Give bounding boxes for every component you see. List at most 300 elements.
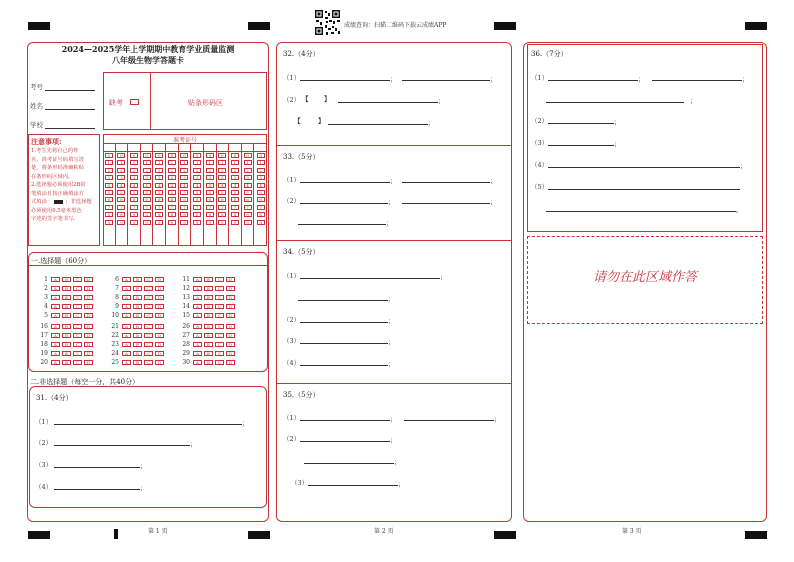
ticket-digit-bubble[interactable]: 9 — [218, 220, 226, 225]
ticket-write-cell[interactable] — [254, 143, 267, 151]
ticket-digit-bubble[interactable]: 1 — [143, 160, 151, 165]
ticket-digit-bubble[interactable]: 7 — [218, 205, 226, 210]
q33-answer1b[interactable] — [402, 182, 490, 183]
q34-answer2[interactable] — [300, 322, 388, 323]
mc-option-bubble[interactable]: A — [122, 360, 131, 365]
mc-option-bubble[interactable]: C — [144, 313, 153, 318]
ticket-digit-bubble[interactable]: 9 — [257, 220, 265, 225]
mc-option-bubble[interactable]: C — [73, 360, 82, 365]
exam-no-field[interactable] — [45, 90, 95, 91]
ticket-digit-bubble[interactable]: 2 — [206, 168, 214, 173]
mc-option-bubble[interactable]: C — [215, 342, 224, 347]
school-field[interactable] — [45, 128, 95, 129]
ticket-digit-bubble[interactable]: 1 — [193, 160, 201, 165]
ticket-digit-bubble[interactable]: 5 — [257, 190, 265, 195]
mc-option-bubble[interactable]: D — [155, 277, 164, 282]
q36-answer1c[interactable] — [546, 102, 684, 103]
mc-option-bubble[interactable]: B — [62, 333, 71, 338]
ticket-digit-bubble[interactable]: 1 — [257, 160, 265, 165]
ticket-digit-bubble[interactable]: 9 — [168, 220, 176, 225]
mc-option-bubble[interactable]: C — [144, 360, 153, 365]
ticket-write-cell[interactable] — [229, 143, 241, 151]
mc-option-bubble[interactable]: C — [144, 333, 153, 338]
ticket-digit-bubble[interactable]: 5 — [180, 190, 188, 195]
mc-option-bubble[interactable]: D — [226, 333, 235, 338]
mc-option-bubble[interactable]: B — [62, 342, 71, 347]
ticket-digit-bubble[interactable]: 5 — [155, 190, 163, 195]
ticket-digit-bubble[interactable]: 5 — [130, 190, 138, 195]
ticket-digit-bubble[interactable]: 5 — [193, 190, 201, 195]
ticket-digit-bubble[interactable]: 0 — [130, 153, 138, 158]
mc-option-bubble[interactable]: D — [155, 304, 164, 309]
ticket-digit-bubble[interactable]: 1 — [218, 160, 226, 165]
mc-option-bubble[interactable]: A — [193, 295, 202, 300]
ticket-digit-bubble[interactable]: 1 — [168, 160, 176, 165]
mc-option-bubble[interactable]: A — [193, 286, 202, 291]
mc-option-bubble[interactable]: B — [133, 351, 142, 356]
mc-option-bubble[interactable]: D — [155, 295, 164, 300]
ticket-digit-bubble[interactable]: 9 — [193, 220, 201, 225]
mc-option-bubble[interactable]: C — [73, 286, 82, 291]
ticket-write-cell[interactable] — [217, 143, 229, 151]
ticket-digit-bubble[interactable]: 7 — [231, 205, 239, 210]
ticket-write-cell[interactable] — [141, 143, 153, 151]
mc-option-bubble[interactable]: D — [84, 324, 93, 329]
ticket-digit-bubble[interactable]: 1 — [206, 160, 214, 165]
mc-option-bubble[interactable]: C — [215, 295, 224, 300]
mc-option-bubble[interactable]: D — [155, 351, 164, 356]
q34-answer3[interactable] — [300, 343, 388, 344]
ticket-digit-bubble[interactable]: 2 — [168, 168, 176, 173]
mc-option-bubble[interactable]: A — [193, 304, 202, 309]
ticket-digit-bubble[interactable]: 2 — [231, 168, 239, 173]
ticket-digit-bubble[interactable]: 3 — [180, 175, 188, 180]
ticket-digit-bubble[interactable]: 7 — [105, 205, 113, 210]
ticket-digit-bubble[interactable]: 4 — [244, 183, 252, 188]
mc-option-bubble[interactable]: B — [204, 313, 213, 318]
mc-option-bubble[interactable]: B — [62, 277, 71, 282]
q35-answer2b[interactable] — [304, 463, 394, 464]
mc-option-bubble[interactable]: B — [62, 286, 71, 291]
mc-option-bubble[interactable]: A — [193, 333, 202, 338]
mc-option-bubble[interactable]: C — [144, 351, 153, 356]
mc-option-bubble[interactable]: B — [204, 351, 213, 356]
ticket-digit-bubble[interactable]: 0 — [117, 153, 125, 158]
name-field[interactable] — [45, 109, 95, 110]
mc-option-bubble[interactable]: B — [204, 360, 213, 365]
mc-option-bubble[interactable]: D — [226, 277, 235, 282]
ticket-digit-bubble[interactable]: 6 — [180, 197, 188, 202]
ticket-digit-bubble[interactable]: 6 — [257, 197, 265, 202]
ticket-digit-bubble[interactable]: 6 — [206, 197, 214, 202]
mc-option-bubble[interactable]: A — [193, 342, 202, 347]
ticket-digit-bubble[interactable]: 0 — [105, 153, 113, 158]
mc-option-bubble[interactable]: B — [62, 324, 71, 329]
ticket-digit-bubble[interactable]: 6 — [218, 197, 226, 202]
ticket-digit-bubble[interactable]: 7 — [193, 205, 201, 210]
ticket-digit-bubble[interactable]: 4 — [155, 183, 163, 188]
ticket-digit-bubble[interactable]: 8 — [117, 212, 125, 217]
mc-option-bubble[interactable]: B — [204, 277, 213, 282]
ticket-digit-bubble[interactable]: 2 — [105, 168, 113, 173]
mc-option-bubble[interactable]: A — [51, 304, 60, 309]
mc-option-bubble[interactable]: A — [51, 286, 60, 291]
q31-answer3[interactable] — [54, 467, 140, 468]
mc-option-bubble[interactable]: B — [62, 304, 71, 309]
mc-option-bubble[interactable]: C — [215, 333, 224, 338]
ticket-digit-bubble[interactable]: 3 — [193, 175, 201, 180]
mc-option-bubble[interactable]: A — [122, 295, 131, 300]
q31-answer1[interactable] — [54, 424, 242, 425]
ticket-digit-bubble[interactable]: 5 — [105, 190, 113, 195]
mc-option-bubble[interactable]: C — [73, 304, 82, 309]
ticket-digit-bubble[interactable]: 8 — [168, 212, 176, 217]
ticket-digit-bubble[interactable]: 2 — [180, 168, 188, 173]
q35-semicolon: ； — [394, 458, 401, 466]
ticket-write-cell[interactable] — [166, 143, 178, 151]
ticket-digit-bubble[interactable]: 3 — [206, 175, 214, 180]
ticket-digit-bubble[interactable]: 7 — [155, 205, 163, 210]
ticket-digit-bubble[interactable]: 3 — [218, 175, 226, 180]
mc-option-bubble[interactable]: B — [62, 360, 71, 365]
ticket-digit-bubble[interactable]: 3 — [143, 175, 151, 180]
ticket-digit-bubble[interactable]: 5 — [143, 190, 151, 195]
mc-option-bubble[interactable]: D — [84, 333, 93, 338]
mc-option-bubble[interactable]: C — [215, 360, 224, 365]
ticket-digit-bubble[interactable]: 9 — [231, 220, 239, 225]
mc-option-bubble[interactable]: A — [51, 277, 60, 282]
ticket-digit-bubble[interactable]: 8 — [231, 212, 239, 217]
q34-answer4[interactable] — [300, 365, 388, 366]
ticket-digit-bubble[interactable]: 4 — [193, 183, 201, 188]
q33-answer2b[interactable] — [402, 203, 490, 204]
ticket-digit-bubble[interactable]: 2 — [244, 168, 252, 173]
q36-answer2[interactable] — [548, 123, 614, 124]
ticket-digit-bubble[interactable]: 1 — [244, 160, 252, 165]
mc-option-bubble[interactable]: B — [204, 295, 213, 300]
mc-option-bubble[interactable]: C — [73, 295, 82, 300]
q36-answer1a[interactable] — [548, 80, 638, 81]
q33-answer1a[interactable] — [300, 182, 390, 183]
mc-option-bubble[interactable]: D — [226, 313, 235, 318]
q33-semicolon: ； — [490, 198, 497, 206]
q36-answer5b[interactable] — [546, 211, 736, 212]
mc-option-bubble[interactable]: B — [133, 313, 142, 318]
ticket-digit-bubble[interactable]: 6 — [105, 197, 113, 202]
mc-option-bubble[interactable]: A — [51, 351, 60, 356]
mc-option-bubble[interactable]: C — [144, 286, 153, 291]
ticket-digit-bubble[interactable]: 9 — [206, 220, 214, 225]
mc-option-bubble[interactable]: A — [193, 277, 202, 282]
ticket-digit-bubble[interactable]: 3 — [231, 175, 239, 180]
ticket-digit-bubble[interactable]: 5 — [244, 190, 252, 195]
ticket-digit-bubble[interactable]: 7 — [206, 205, 214, 210]
absent-checkbox[interactable] — [130, 99, 139, 105]
ticket-digit-bubble[interactable]: 3 — [130, 175, 138, 180]
ticket-digit-bubble[interactable]: 0 — [218, 153, 226, 158]
ticket-digit-bubble[interactable]: 7 — [130, 205, 138, 210]
q35-answer1a[interactable] — [300, 420, 390, 421]
q35-answer1b[interactable] — [404, 420, 494, 421]
mc-option-bubble[interactable]: D — [226, 351, 235, 356]
q32-answer1b[interactable] — [402, 80, 490, 81]
mc-option-bubble[interactable]: A — [193, 313, 202, 318]
ticket-digit-bubble[interactable]: 9 — [143, 220, 151, 225]
ticket-digit-bubble[interactable]: 1 — [155, 160, 163, 165]
ticket-digit-bubble[interactable]: 9 — [180, 220, 188, 225]
mc-option-bubble[interactable]: A — [122, 304, 131, 309]
ticket-digit-bubble[interactable]: 8 — [244, 212, 252, 217]
mc-option-bubble[interactable]: C — [144, 342, 153, 347]
ticket-digit-bubble[interactable]: 7 — [257, 205, 265, 210]
mc-option-bubble[interactable]: B — [133, 333, 142, 338]
ticket-digit-bubble[interactable]: 8 — [193, 212, 201, 217]
mc-option-bubble[interactable]: D — [84, 351, 93, 356]
q36-answer4[interactable] — [548, 167, 740, 168]
mc-option-bubble[interactable]: B — [133, 342, 142, 347]
ticket-digit-bubble[interactable]: 2 — [117, 168, 125, 173]
mc-option-bubble[interactable]: D — [84, 304, 93, 309]
mc-option-bubble[interactable]: A — [193, 351, 202, 356]
ticket-digit-bubble[interactable]: 8 — [206, 212, 214, 217]
ticket-digit-bubble[interactable]: 4 — [143, 183, 151, 188]
mc-option-bubble[interactable]: B — [204, 324, 213, 329]
ticket-digit-bubble[interactable]: 6 — [168, 197, 176, 202]
ticket-digit-bubble[interactable]: 3 — [105, 175, 113, 180]
mc-option-bubble[interactable]: C — [144, 295, 153, 300]
ticket-digit-bubble[interactable]: 3 — [168, 175, 176, 180]
ticket-digit-bubble[interactable]: 1 — [231, 160, 239, 165]
ticket-write-cell[interactable] — [103, 143, 115, 151]
ticket-digit-bubble[interactable]: 0 — [143, 153, 151, 158]
ticket-digit-bubble[interactable]: 0 — [257, 153, 265, 158]
ticket-digit-bubble[interactable]: 4 — [257, 183, 265, 188]
ticket-digit-bubble[interactable]: 6 — [143, 197, 151, 202]
mc-option-bubble[interactable]: D — [226, 295, 235, 300]
q34-answer1b[interactable] — [298, 300, 388, 301]
ticket-digit-bubble[interactable]: 6 — [193, 197, 201, 202]
ticket-digit-bubble[interactable]: 7 — [168, 205, 176, 210]
ticket-digit-bubble[interactable]: 0 — [206, 153, 214, 158]
mc-option-bubble[interactable]: B — [204, 304, 213, 309]
ticket-digit-bubble[interactable]: 1 — [117, 160, 125, 165]
mc-option-bubble[interactable]: A — [122, 351, 131, 356]
ticket-digit-bubble[interactable]: 4 — [117, 183, 125, 188]
mc-option-bubble[interactable]: C — [215, 277, 224, 282]
ticket-digit-bubble[interactable]: 9 — [244, 220, 252, 225]
q31-answer4[interactable] — [54, 489, 140, 490]
ticket-digit-bubble[interactable]: 2 — [143, 168, 151, 173]
ticket-digit-bubble[interactable]: 7 — [117, 205, 125, 210]
mc-option-bubble[interactable]: C — [73, 342, 82, 347]
ticket-digit-bubble[interactable]: 9 — [117, 220, 125, 225]
mc-option-bubble[interactable]: B — [62, 351, 71, 356]
ticket-digit-bubble[interactable]: 2 — [130, 168, 138, 173]
mc-option-bubble[interactable]: A — [51, 333, 60, 338]
ticket-digit-bubble[interactable]: 8 — [180, 212, 188, 217]
ticket-digit-bubble[interactable]: 2 — [218, 168, 226, 173]
mc-option-bubble[interactable]: B — [62, 313, 71, 318]
mc-option-bubble[interactable]: A — [193, 324, 202, 329]
mc-option-bubble[interactable]: C — [215, 313, 224, 318]
q35-answer3[interactable] — [308, 485, 398, 486]
mc-option-bubble[interactable]: B — [204, 286, 213, 291]
ticket-digit-bubble[interactable]: 4 — [105, 183, 113, 188]
mc-option-bubble[interactable]: C — [73, 313, 82, 318]
q32-answer3[interactable] — [328, 124, 428, 125]
ticket-digit-bubble[interactable]: 8 — [257, 212, 265, 217]
mc-option-bubble[interactable]: B — [133, 324, 142, 329]
ticket-digit-bubble[interactable]: 1 — [180, 160, 188, 165]
ticket-digit-bubble[interactable]: 2 — [257, 168, 265, 173]
mc-option-bubble[interactable]: B — [133, 286, 142, 291]
mc-option-bubble[interactable]: C — [144, 277, 153, 282]
ticket-digit-bubble[interactable]: 0 — [231, 153, 239, 158]
mc-option-bubble[interactable]: C — [73, 277, 82, 282]
ticket-digit-bubble[interactable]: 4 — [231, 183, 239, 188]
mc-option-bubble[interactable]: A — [51, 360, 60, 365]
mc-option-bubble[interactable]: B — [133, 277, 142, 282]
mc-option-bubble[interactable]: D — [155, 333, 164, 338]
mc-option-bubble[interactable]: C — [73, 324, 82, 329]
ticket-digit-bubble[interactable]: 0 — [193, 153, 201, 158]
q35-answer2a[interactable] — [300, 441, 390, 442]
mc-option-bubble[interactable]: D — [226, 286, 235, 291]
mc-option-bubble[interactable]: C — [215, 286, 224, 291]
ticket-digit-bubble[interactable]: 2 — [193, 168, 201, 173]
mc-option-bubble[interactable]: D — [226, 342, 235, 347]
ticket-digit-bubble[interactable]: 4 — [218, 183, 226, 188]
ticket-write-cell[interactable] — [116, 143, 128, 151]
mc-option-bubble[interactable]: D — [84, 360, 93, 365]
mc-option-bubble[interactable]: C — [144, 304, 153, 309]
q33-answer3[interactable] — [298, 224, 386, 225]
mc-option-bubble[interactable]: A — [122, 277, 131, 282]
mc-option-bubble[interactable]: D — [84, 313, 93, 318]
mc-option-bubble[interactable]: C — [215, 351, 224, 356]
ticket-digit-bubble[interactable]: 3 — [244, 175, 252, 180]
mc-option-bubble[interactable]: A — [51, 324, 60, 329]
ticket-digit-bubble[interactable]: 8 — [130, 212, 138, 217]
ticket-digit-bubble[interactable]: 9 — [130, 220, 138, 225]
ticket-digit-bubble[interactable]: 0 — [244, 153, 252, 158]
mc-option-bubble[interactable]: A — [51, 342, 60, 347]
ticket-digit-bubble[interactable]: 7 — [244, 205, 252, 210]
ticket-digit-bubble[interactable]: 3 — [117, 175, 125, 180]
q32-answer2[interactable] — [338, 102, 438, 103]
ticket-digit-bubble[interactable]: 4 — [130, 183, 138, 188]
q34-answer1a[interactable] — [300, 278, 440, 279]
ticket-digit-bubble[interactable]: 9 — [105, 220, 113, 225]
q33-answer2a[interactable] — [300, 203, 388, 204]
ticket-digit-bubble[interactable]: 4 — [180, 183, 188, 188]
mc-option-bubble[interactable]: D — [84, 295, 93, 300]
mc-option-bubble[interactable]: D — [84, 277, 93, 282]
mc-option-bubble[interactable]: C — [73, 351, 82, 356]
ticket-digit-bubble[interactable]: 4 — [206, 183, 214, 188]
q31-answer2[interactable] — [54, 445, 190, 446]
q36-answer3[interactable] — [548, 145, 614, 146]
ticket-digit-bubble[interactable]: 6 — [117, 197, 125, 202]
ticket-digit-bubble[interactable]: 6 — [130, 197, 138, 202]
mc-option-bubble[interactable]: D — [155, 286, 164, 291]
ticket-digit-bubble[interactable]: 0 — [155, 153, 163, 158]
mc-option-bubble[interactable]: B — [133, 295, 142, 300]
mc-option-bubble[interactable]: A — [122, 286, 131, 291]
ticket-digit-bubble[interactable]: 1 — [105, 160, 113, 165]
mc-option-bubble[interactable]: A — [122, 324, 131, 329]
ticket-digit-bubble[interactable]: 5 — [206, 190, 214, 195]
mc-option-bubble[interactable]: D — [155, 360, 164, 365]
ticket-digit-bubble[interactable]: 8 — [155, 212, 163, 217]
mc-option-bubble[interactable]: A — [122, 342, 131, 347]
ticket-digit-bubble[interactable]: 7 — [180, 205, 188, 210]
ticket-digit-bubble[interactable]: 8 — [218, 212, 226, 217]
mc-option-bubble[interactable]: B — [133, 360, 142, 365]
ticket-digit-bubble[interactable]: 3 — [155, 175, 163, 180]
ticket-digit-bubble[interactable]: 0 — [180, 153, 188, 158]
ticket-digit-bubble[interactable]: 1 — [130, 160, 138, 165]
q36-answer1b[interactable] — [652, 80, 742, 81]
mc-option-bubble[interactable]: D — [226, 324, 235, 329]
mc-option-bubble[interactable]: D — [226, 360, 235, 365]
ticket-digit-bubble[interactable]: 5 — [218, 190, 226, 195]
mc-option-bubble[interactable]: D — [155, 342, 164, 347]
mc-option-bubble[interactable]: A — [51, 295, 60, 300]
ticket-digit-bubble[interactable]: 3 — [257, 175, 265, 180]
mc-option-bubble[interactable]: D — [155, 324, 164, 329]
mc-option-bubble[interactable]: D — [84, 342, 93, 347]
mc-option-bubble[interactable]: B — [62, 295, 71, 300]
q32-answer1a[interactable] — [300, 80, 390, 81]
ticket-write-cell[interactable] — [128, 143, 140, 151]
mc-option-bubble[interactable]: D — [84, 286, 93, 291]
mc-option-bubble[interactable]: B — [204, 333, 213, 338]
mc-option-bubble[interactable]: A — [122, 313, 131, 318]
ticket-digit-bubble[interactable]: 4 — [168, 183, 176, 188]
mc-option-bubble[interactable]: C — [144, 324, 153, 329]
ticket-digit-bubble[interactable]: 0 — [168, 153, 176, 158]
mc-option-bubble[interactable]: C — [215, 304, 224, 309]
mc-option-bubble[interactable]: A — [193, 360, 202, 365]
mc-option-bubble[interactable]: D — [226, 304, 235, 309]
ticket-digit-bubble[interactable]: 8 — [143, 212, 151, 217]
q36-answer5a[interactable] — [548, 189, 740, 190]
ticket-digit-bubble[interactable]: 2 — [155, 168, 163, 173]
mc-option-bubble[interactable]: B — [204, 342, 213, 347]
ticket-write-cell[interactable] — [204, 143, 216, 151]
ticket-digit-bubble[interactable]: 6 — [244, 197, 252, 202]
ticket-digit-bubble[interactable]: 5 — [231, 190, 239, 195]
ticket-digit-bubble[interactable]: 7 — [143, 205, 151, 210]
ticket-write-cell[interactable] — [153, 143, 165, 151]
ticket-digit-bubble[interactable]: 8 — [105, 212, 113, 217]
ticket-digit-bubble[interactable]: 6 — [231, 197, 239, 202]
mc-option-bubble[interactable]: C — [73, 333, 82, 338]
mc-option-bubble[interactable]: B — [133, 304, 142, 309]
mc-option-bubble[interactable]: C — [215, 324, 224, 329]
ticket-write-cell[interactable] — [242, 143, 254, 151]
ticket-digit-bubble[interactable]: 6 — [155, 197, 163, 202]
ticket-digit-bubble[interactable]: 5 — [168, 190, 176, 195]
ticket-write-cell[interactable] — [179, 143, 191, 151]
ticket-digit-bubble[interactable]: 9 — [155, 220, 163, 225]
ticket-digit-bubble[interactable]: 5 — [117, 190, 125, 195]
ticket-write-cell[interactable] — [191, 143, 203, 151]
mc-option-bubble[interactable]: D — [155, 313, 164, 318]
mc-option-bubble[interactable]: A — [122, 333, 131, 338]
mc-option-bubble[interactable]: A — [51, 313, 60, 318]
